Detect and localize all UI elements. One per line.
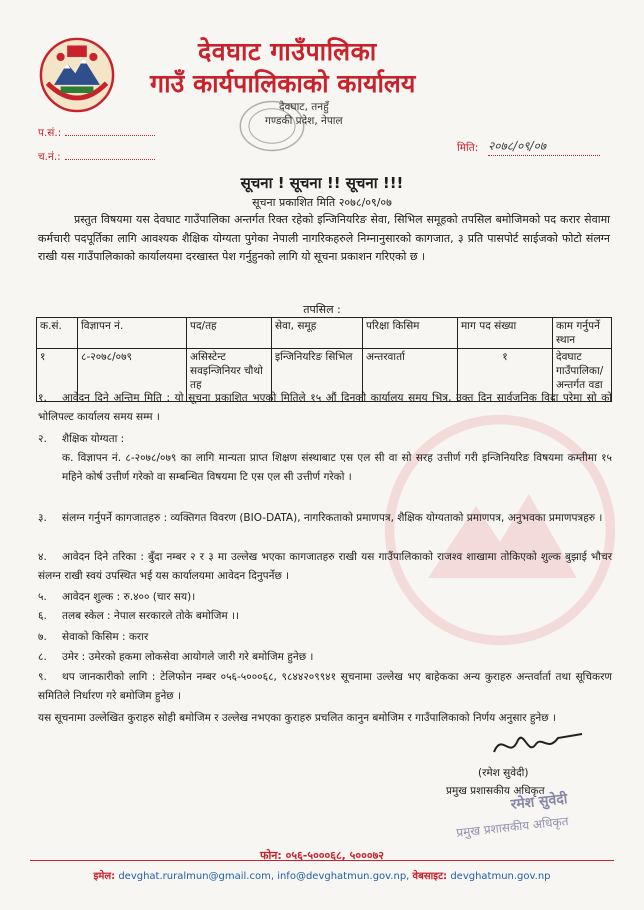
list-item	[38, 548, 612, 586]
list-item	[38, 389, 612, 427]
item-number: ९.	[38, 671, 47, 683]
table-cell: १	[37, 349, 78, 402]
closing-paragraph: यस सूचनामा उल्लेखित कुराहरु सोही बमोजिम र उल्लेख नभएका कुराहरु प्रचलित कानुन बमोजिम र गाउँपालिकाको निर्णय अनुसार हुनेछ ।	[38, 712, 556, 724]
item-number: ३.	[38, 512, 47, 524]
list-item	[38, 668, 612, 706]
dispatch-no	[38, 150, 155, 164]
item-text: थप जानकारीको लागि : टेलिफोन नम्बर ०५६-५०००६८, ९८४४२०९९४१ सूचनामा उल्लेख भए बाहेकका अन्य कुराहरु अन्तर्वार्ता तथा सूचिकरण समितिले निर्धारण गरे बमोजिम हुनेछ ।	[38, 671, 612, 702]
item-text: आवेदन शुल्क : रु.४०० (चार सय)।	[62, 591, 196, 603]
signatory-title: प्रमुख प्रशासकीय अधिकृत	[446, 785, 545, 797]
item-text: तलब स्केल : नेपाल सरकारले तोके बमोजिम ।।	[62, 610, 239, 622]
item-text: उमेर : उमेरको हकमा लोकसेवा आयोगले जारी गरे बमोजिम हुनेछ ।	[62, 651, 314, 663]
col-header: विज्ञापन नं.	[78, 318, 187, 349]
website-link[interactable]: devghatmun.gov.np	[450, 871, 551, 882]
item-number: ८.	[38, 651, 47, 663]
stamp-title: प्रमुख प्रशासकीय अधिकृत	[455, 814, 570, 840]
col-header: काम गर्नुपर्ने स्थान	[553, 318, 612, 349]
website-label: वेबसाइट:	[412, 871, 448, 882]
item-number: ६.	[38, 610, 47, 622]
table-cell: अन्तरवार्ता	[363, 349, 458, 402]
table-cell: १	[458, 349, 553, 402]
item-text: शैक्षिक योग्यता :	[62, 433, 125, 445]
table-cell: देवघाट गाउँपालिका/ अन्तर्गत वडा	[553, 349, 612, 402]
col-header: क.सं.	[37, 318, 78, 349]
address-line1: देवघाट, तनहुँ	[278, 101, 329, 113]
list-item	[38, 588, 612, 607]
list-item	[38, 628, 612, 647]
signature-icon	[488, 726, 588, 762]
address-line2: गण्डकी प्रदेश, नेपाल	[265, 115, 343, 127]
footer-divider	[30, 860, 614, 861]
item-text: क. विज्ञापन नं. ८-२०७८/०७९ का लागि मान्यता प्राप्त शिक्षण संस्थाबाट एस एल सी वा सो सरह उत्तीर्ण गरी इन्जिनियरिङ विषयमा कम्तीमा १५ महिने कोर्ष उत्तीर्ण गरेको वा सम्बन्धित विषयमा टि एस एल सी उत्तीर्ण गरेको ।	[62, 452, 612, 483]
ref-no-label: प.सं.:	[38, 127, 62, 139]
item-text: संलग्न गर्नुपर्ने कागजातहरु : व्यक्तिगत विवरण (BIO-DATA), नागरिकताको प्रमाणपत्र, शैक्षिक योग्यताको प्रमाणपत्र, अनुभवका प्रमाणपत्रहरु ।	[62, 512, 603, 524]
date-value: २०७८/०९/०७	[488, 137, 600, 156]
item-text: आवेदन दिने अन्तिम मिति : यो सूचना प्रकाशित भएको मितिले १५ औं दिनको कार्यालय समय भित्र, उक्त दिन सार्वजनिक विदा परेमा सो को भोलिपल्ट कार्यालय समय सम्म ।	[38, 392, 612, 423]
stamp-name: रमेश सुवेदी	[509, 791, 569, 813]
email-label: इमेल:	[93, 871, 116, 882]
date-label: मिति:	[457, 142, 479, 154]
list-item	[38, 449, 612, 487]
intro-paragraph: प्रस्तुत विषयमा यस देवघाट गाउँपालिका अन्तर्गत रिक्त रहेको इन्जिनियरिङ सेवा, सिभिल समूहको तपसिल बमोजिमको पद करार सेवामा कर्मचारी पदपूर्तिका लागि आवश्यक शैक्षिक योग्यता पुगेका नेपाली नागरिकहरुले निम्नानुसारको कागजात, ३ प्रति पासपोर्ट साईजको फोटो संलग्न राखी यस गाउँपालिकाको कार्यालयमा दरखास्त पेश गर्नुहुनको लागि यो सूचना प्रकाशन गरिएको छ ।	[38, 213, 610, 263]
office-address	[265, 100, 343, 128]
list-item	[38, 430, 612, 449]
item-number: ४.	[38, 551, 47, 563]
footer-contacts	[0, 868, 644, 882]
footer-phone: फोन: ०५६-५०००६८, ५०००७२	[259, 849, 385, 862]
table-cell: असिस्टेन्ट सवइन्जिनियर चौथो तह	[187, 349, 272, 402]
dispatch-no-label: च.नं.:	[38, 151, 61, 163]
item-number: ७.	[38, 631, 47, 643]
item-text: आवेदन दिने तरिका : बुँदा नम्बर २ र ३ मा उल्लेख भएका कागजातहरु राखी यस गाउँपालिकाको राजश्व शाखामा तोकिएको शुल्क बुझाई भौचर संलग्न राखी स्वयं उपस्थित भई यस कार्यालयमा आवेदन दिनुपर्नेछ ।	[38, 551, 612, 582]
item-number: २.	[38, 433, 47, 445]
schedule-caption: तपसिल :	[303, 303, 341, 316]
list-item	[38, 607, 612, 626]
item-number: १.	[38, 392, 47, 404]
item-number: ५.	[38, 591, 47, 603]
table-cell: ८-२०७८/०७९	[78, 349, 187, 402]
nepal-emblem-icon	[36, 34, 118, 116]
email-links[interactable]: devghat.ruralmun@gmail.com, info@devghatmun.gov.np,	[118, 871, 410, 882]
notice-title: सूचना ! सूचना !! सूचना !!!	[240, 174, 404, 192]
list-item	[38, 648, 612, 667]
published-date: सूचना प्रकाशित मिति २०७८/०९/०७	[252, 196, 392, 209]
table-header-row	[37, 318, 612, 349]
col-header: पद/तह	[187, 318, 272, 349]
ref-no	[38, 126, 155, 140]
item-text: सेवाको किसिम : करार	[62, 631, 149, 643]
signatory-name: (रमेश सुवेदी)	[478, 767, 529, 779]
org-name-line2: गाउँ कार्यपालिकाको कार्यालय	[150, 69, 416, 98]
col-header: माग पद संख्या	[458, 318, 553, 349]
col-header: परिक्षा किसिम	[363, 318, 458, 349]
table-cell: इन्जिनियरिङ सिभिल	[272, 349, 363, 402]
col-header: सेवा, समूह	[272, 318, 363, 349]
org-name-line1: देवघाट गाउँपालिका	[198, 37, 377, 66]
list-item	[38, 509, 612, 528]
